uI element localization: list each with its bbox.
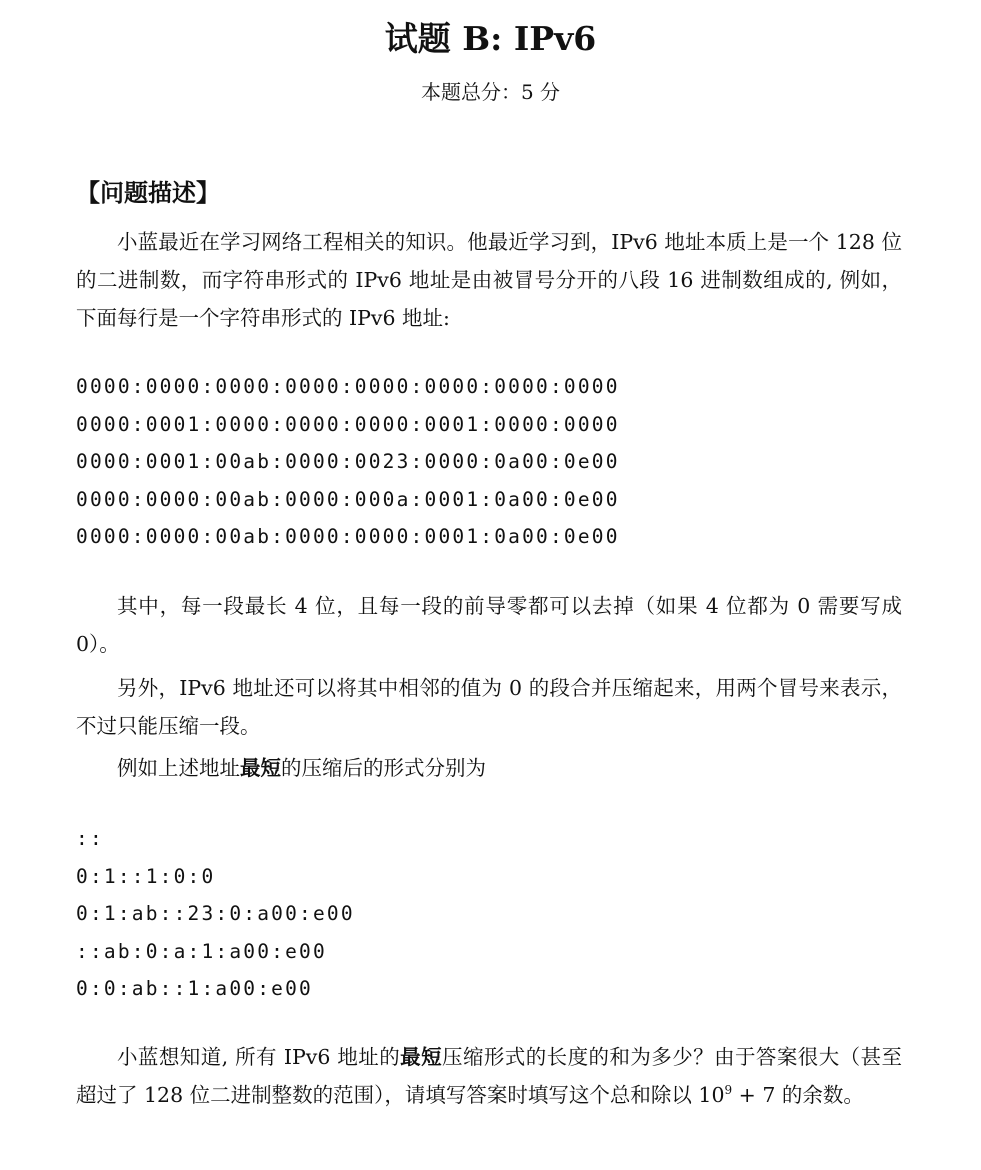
problem-title: 试题 B: IPv6 [384,19,597,58]
exponent: 9 [724,1083,733,1097]
compressed-address-list [76,820,355,1008]
problem-score: 本题总分：5 分 [420,80,561,104]
question-text: 小蓝想知道, 所有 IPv6 地址的 [117,1045,401,1069]
intro-paragraph: 小蓝最近在学习网络工程相关的知识。他最近学习到，IPv6 地址本质上是一个 128 位的二进制数，而字符串形式的 IPv6 地址是由被冒号分开的八段 16 进制数组成的, 例如，下面每行是一个字符串形式的 IPv6 地址: [76,230,902,330]
full-address-line: 0000:0001:0000:0000:0000:0001:0000:0000 [76,412,620,436]
full-address-line: 0000:0001:00ab:0000:0023:0000:0a00:0e00 [76,450,620,473]
emphasis-shortest: 最短 [400,1045,443,1069]
compressed-address-line: 0:1:ab::23:0:a00:e00 [76,902,355,925]
compressed-address-line: 0:0:ab::1:a00:e00 [76,977,313,1000]
question-paragraph [76,1038,902,1114]
emphasis-shortest: 最短 [240,756,281,780]
full-address-line: 0000:0000:00ab:0000:000a:0001:0a00:0e00 [76,487,620,511]
compressed-address-line: 0:1::1:0:0 [76,864,216,888]
full-address-line: 0000:0000:0000:0000:0000:0000:0000:0000 [76,375,620,398]
full-address-list [76,368,620,556]
compressed-address-line: ::ab:0:a:1:a00:e00 [76,939,327,963]
question-text: 压缩形式的长度的和为多少？由于答案很大（甚至超过了 128 位二进制整数的范围），请填写答案时填写这个总和除以 10 [76,1045,903,1107]
example-intro-text: 的压缩后的形式分别为 [281,756,486,780]
section-heading: 【问题描述】 [76,179,220,207]
question-text: + 7 的余数。 [732,1083,864,1107]
example-intro-paragraph [76,749,902,787]
example-intro-text: 例如上述地址 [117,756,240,780]
compressed-address-line: :: [76,827,104,850]
leading-zero-rule-paragraph: 其中，每一段最长 4 位，且每一段的前导零都可以去掉（如果 4 位都为 0 需要写成 0）。 [76,594,902,656]
compression-rule-paragraph: 另外，IPv6 地址还可以将其中相邻的值为 0 的段合并压缩起来，用两个冒号来表示，不过只能压缩一段。 [76,676,902,738]
full-address-line: 0000:0000:00ab:0000:0000:0001:0a00:0e00 [76,525,620,548]
